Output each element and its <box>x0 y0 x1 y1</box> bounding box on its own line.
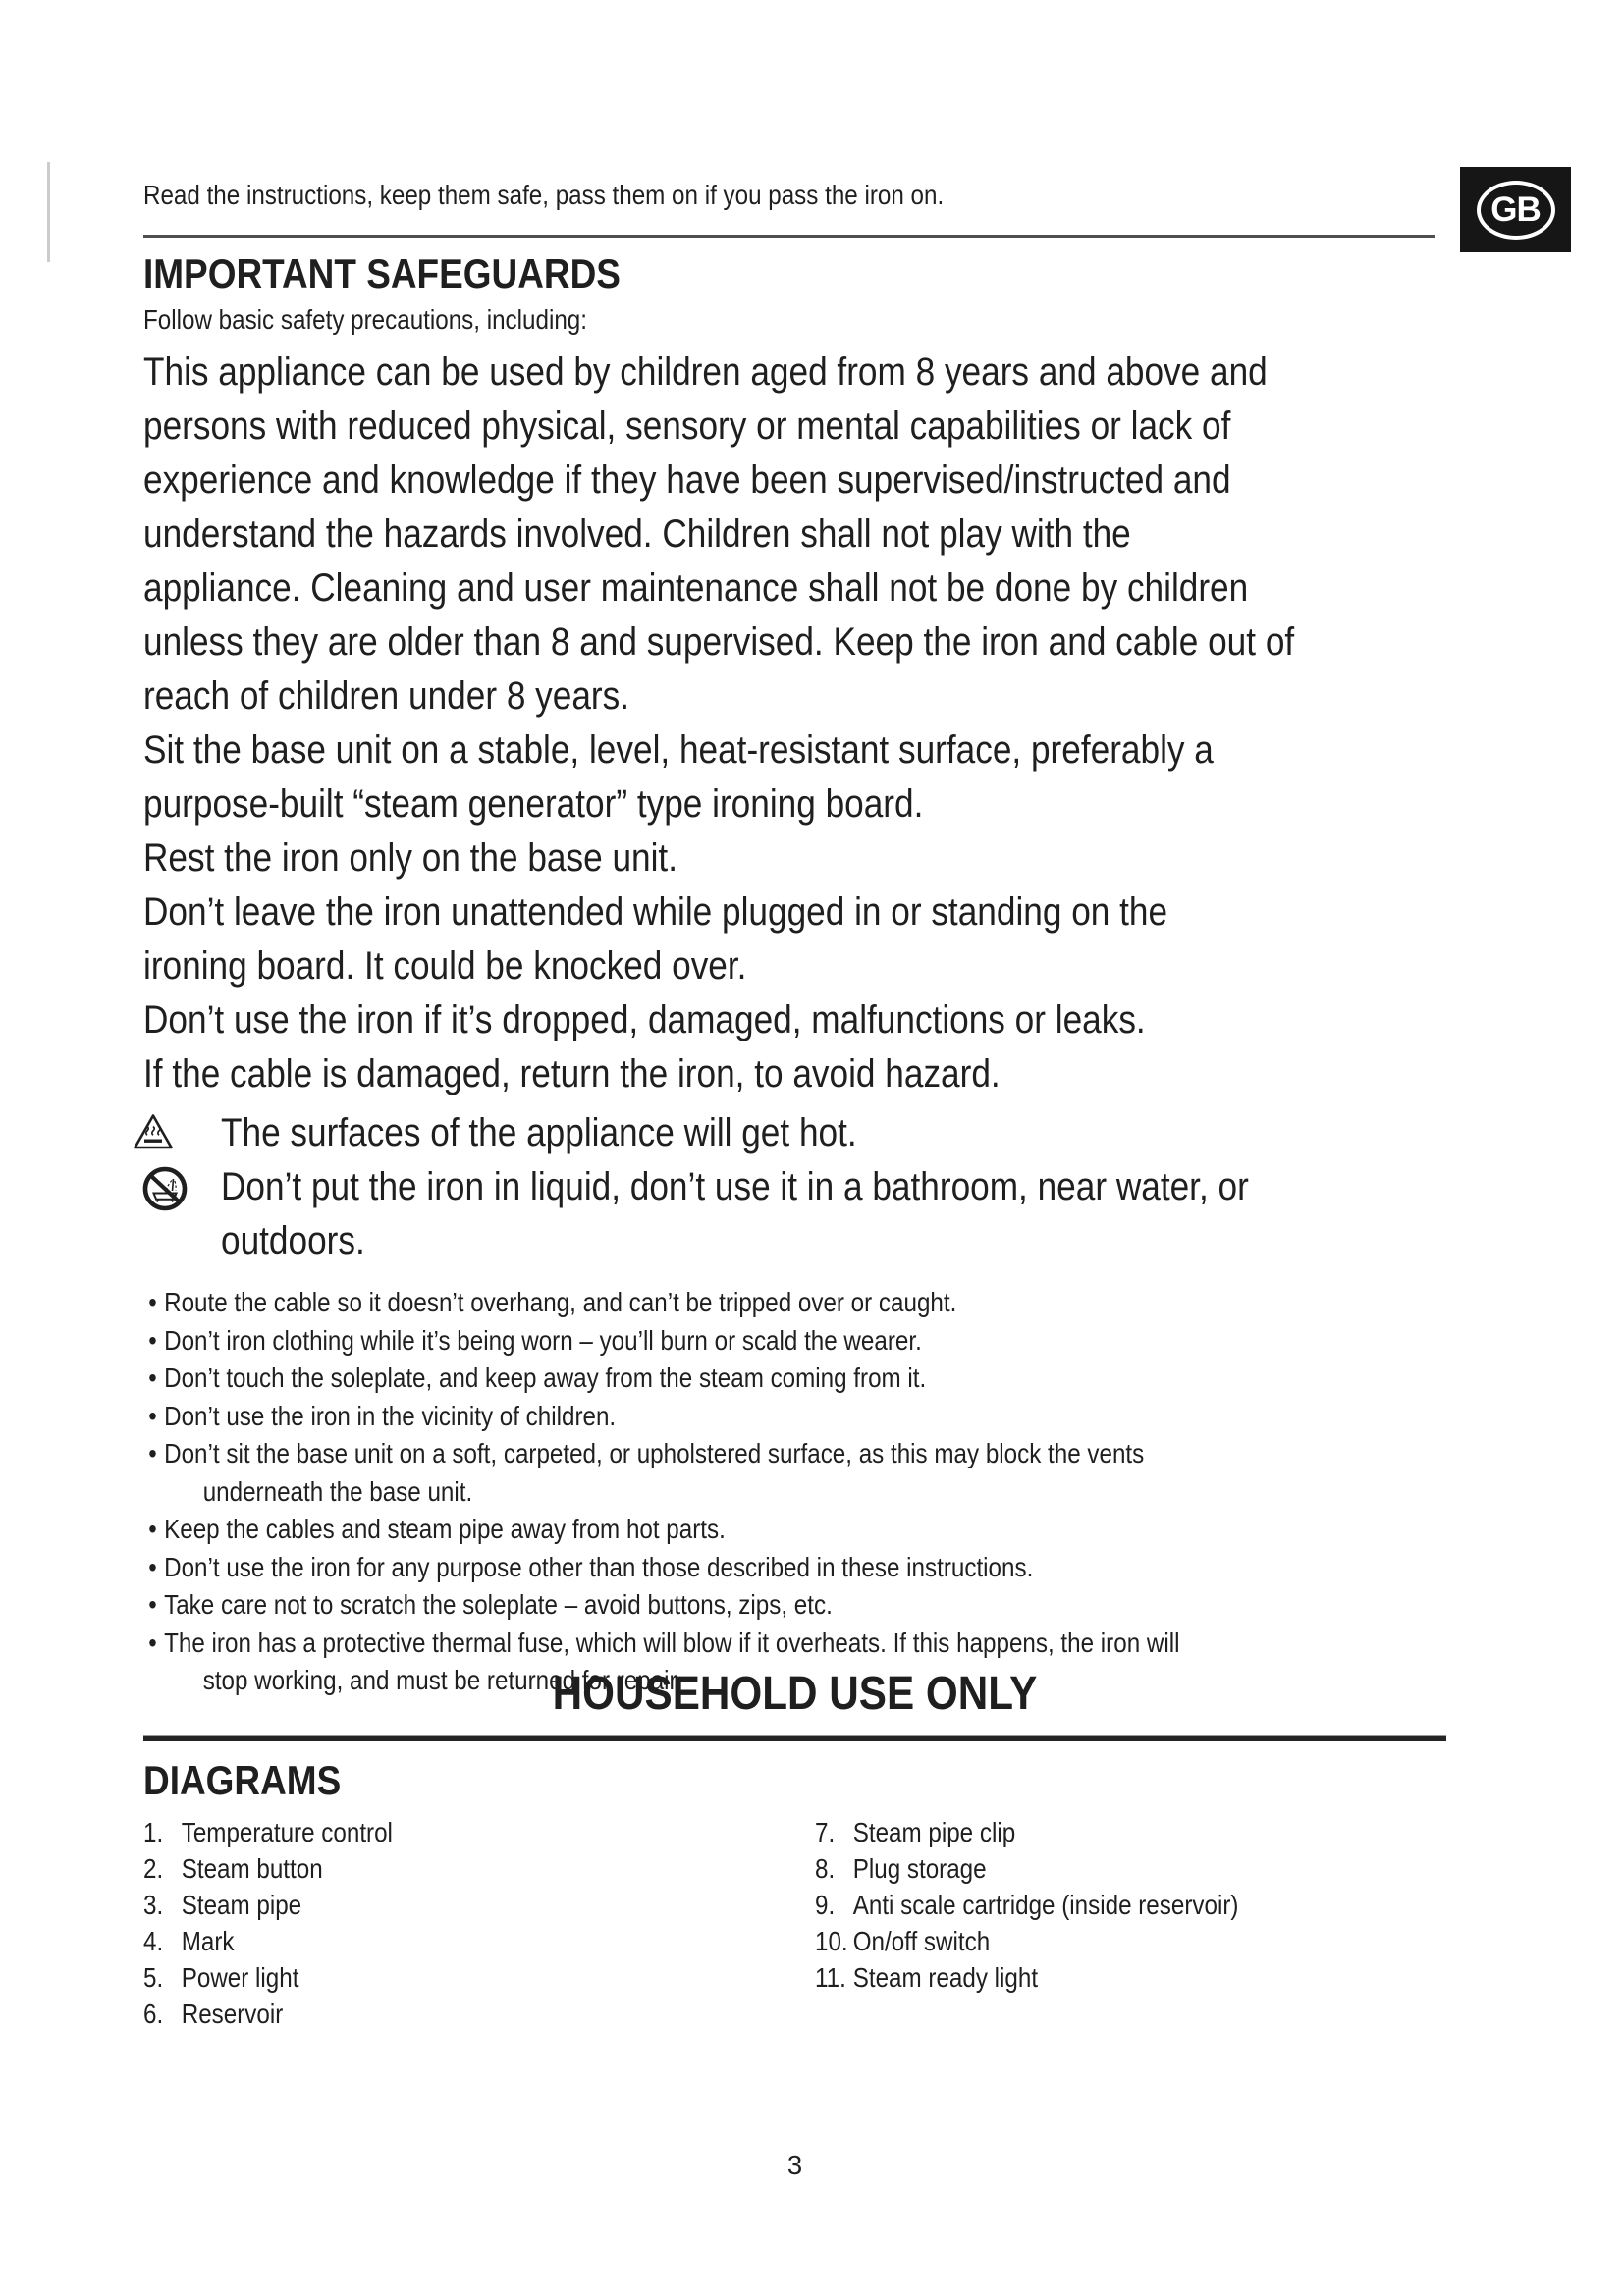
bullet-item <box>143 1473 1353 1512</box>
diagram-item-label: On/off switch <box>852 1926 991 1956</box>
bullet-text: underneath the base unit. <box>202 1475 473 1507</box>
safeguard-line: Rest the iron only on the base unit. <box>143 836 677 880</box>
diagram-item-number: 5. <box>143 1962 164 1993</box>
bullet-marker: • <box>148 1324 157 1356</box>
bullet-text: Don’t use the iron for any purpose other than those described in these instructions. <box>164 1551 1034 1582</box>
bullet-text: Don’t sit the base unit on a soft, carpeted, or upholstered surface, as this may block the vents <box>164 1438 1145 1468</box>
bullet-item <box>143 1586 1353 1625</box>
bullet-text: Keep the cables and steam pipe away from hot parts. <box>164 1514 726 1544</box>
diagram-item <box>143 1814 393 1850</box>
bullet-marker: • <box>148 1400 157 1431</box>
diagram-item <box>143 1887 393 1923</box>
hot-surface-warning <box>143 1106 944 1160</box>
bullet-item <box>143 1435 1353 1473</box>
bullet-marker: • <box>148 1551 157 1582</box>
bullet-marker: • <box>148 1627 157 1658</box>
diagram-item-label: Anti scale cartridge (inside reservoir) <box>852 1890 1239 1920</box>
safeguard-line: appliance. Cleaning and user maintenance shall not be done by children <box>143 566 1249 610</box>
warning-liquid-text <box>221 1160 1389 1268</box>
diagram-item-label: Steam pipe clip <box>852 1817 1016 1847</box>
diagram-list-right <box>815 1814 1296 1996</box>
safeguard-line: This appliance can be used by children aged from 8 years and above and <box>143 350 1268 394</box>
diagram-item-number: 4. <box>143 1926 164 1956</box>
safeguard-line: Don’t use the iron if it’s dropped, damaged, malfunctions or leaks. <box>143 998 1146 1041</box>
household-use-heading: HOUSEHOLD USE ONLY <box>552 1668 1038 1720</box>
diagram-item-number: 3. <box>143 1890 164 1920</box>
no-immersion-warning <box>143 1160 1389 1268</box>
diagram-item-label: Power light <box>181 1962 299 1993</box>
bullet-marker: • <box>148 1589 157 1620</box>
bullet-item <box>143 1398 1353 1436</box>
bullet-item <box>143 1625 1353 1663</box>
bullet-item <box>143 1360 1353 1398</box>
safety-bullet-list <box>143 1284 1518 1700</box>
safeguards-title: IMPORTANT SAFEGUARDS <box>143 250 621 296</box>
safeguards-text <box>143 346 1518 1101</box>
diagram-item <box>143 1850 393 1887</box>
bullet-item <box>143 1284 1353 1322</box>
safeguard-line: reach of children under 8 years. <box>143 674 630 718</box>
diagram-item-number: 8. <box>815 1853 836 1884</box>
diagram-item <box>815 1887 1238 1923</box>
warning-liquid-line1: Don’t put the iron in liquid, don’t use it in a bathroom, near water, or <box>221 1165 1249 1208</box>
diagram-item-number: 11. <box>815 1962 846 1993</box>
bullet-marker: • <box>148 1438 157 1468</box>
safeguards-subtitle: Follow basic safety precautions, including: <box>143 304 587 335</box>
header-divider <box>143 235 1435 238</box>
bullet-item <box>143 1549 1353 1587</box>
safeguard-line: ironing board. It could be knocked over. <box>143 944 747 988</box>
warning-liquid-line2: outdoors. <box>221 1219 365 1262</box>
diagram-item-label: Plug storage <box>852 1853 987 1884</box>
bullet-item <box>143 1322 1353 1361</box>
no-immersion-icon <box>143 1160 221 1216</box>
safeguard-line: Don’t leave the iron unattended while plugged in or standing on the <box>143 890 1168 934</box>
safeguard-line: understand the hazards involved. Children shall not play with the <box>143 512 1131 556</box>
safeguard-line: purpose-built “steam generator” type ironing board. <box>143 782 924 826</box>
hot-surface-icon <box>143 1106 221 1155</box>
intro-text: Read the instructions, keep them safe, pass them on if you pass the iron on. <box>143 180 945 210</box>
page-edge-mark <box>47 162 50 262</box>
bullet-marker: • <box>148 1362 157 1393</box>
diagram-item <box>815 1923 1238 1959</box>
section-divider <box>143 1735 1446 1741</box>
bullet-text: Take care not to scratch the soleplate – avoid buttons, zips, etc. <box>164 1589 833 1620</box>
diagram-item <box>143 1959 393 1996</box>
bullet-text: Don’t use the iron in the vicinity of children. <box>164 1400 617 1431</box>
gb-region-badge <box>1460 167 1571 252</box>
diagram-item-label: Steam pipe <box>181 1890 302 1920</box>
diagram-item-label: Steam button <box>181 1853 323 1884</box>
diagram-item <box>143 1996 393 2032</box>
diagram-item-label: Reservoir <box>181 1999 284 2029</box>
diagram-item-label: Mark <box>181 1926 235 1956</box>
bullet-text: stop working, and must be returned for repair. <box>202 1665 683 1695</box>
diagram-item-number: 10. <box>815 1926 848 1956</box>
bullet-marker: • <box>148 1514 157 1544</box>
bullet-text: The iron has a protective thermal fuse, which will blow if it overheats. If this happens, the iron will <box>164 1627 1180 1658</box>
page-number: 3 <box>786 2150 803 2180</box>
gb-label: GB <box>1477 181 1555 240</box>
warning-hot-text: The surfaces of the appliance will get hot. <box>221 1111 857 1154</box>
diagram-item-label: Temperature control <box>181 1817 393 1847</box>
diagrams-title: DIAGRAMS <box>143 1757 342 1803</box>
bullet-text: Don’t touch the soleplate, and keep away from the steam coming from it. <box>164 1362 927 1393</box>
bullet-marker: • <box>148 1287 157 1317</box>
safeguard-line: unless they are older than 8 and supervised. Keep the iron and cable out of <box>143 620 1295 664</box>
diagram-item-label: Steam ready light <box>852 1962 1039 1993</box>
diagram-item <box>815 1850 1238 1887</box>
diagram-item-number: 1. <box>143 1817 164 1847</box>
diagram-item-number: 7. <box>815 1817 836 1847</box>
bullet-text: Don’t iron clothing while it’s being worn – you’ll burn or scald the wearer. <box>164 1324 922 1356</box>
bullet-item <box>143 1511 1353 1549</box>
diagram-item-number: 6. <box>143 1999 164 2029</box>
diagram-list-left <box>143 1814 427 2032</box>
safeguard-line: If the cable is damaged, return the iron, to avoid hazard. <box>143 1052 1001 1095</box>
diagram-item <box>815 1814 1238 1850</box>
diagram-item-number: 2. <box>143 1853 164 1884</box>
diagram-item-number: 9. <box>815 1890 836 1920</box>
diagram-item <box>143 1923 393 1959</box>
safeguard-line: experience and knowledge if they have been supervised/instructed and <box>143 458 1231 502</box>
safeguard-line: persons with reduced physical, sensory or mental capabilities or lack of <box>143 404 1231 448</box>
diagram-item <box>815 1959 1238 1996</box>
safeguard-line: Sit the base unit on a stable, level, heat-resistant surface, preferably a <box>143 728 1214 772</box>
bullet-text: Route the cable so it doesn’t overhang, and can’t be tripped over or caught. <box>164 1287 957 1317</box>
